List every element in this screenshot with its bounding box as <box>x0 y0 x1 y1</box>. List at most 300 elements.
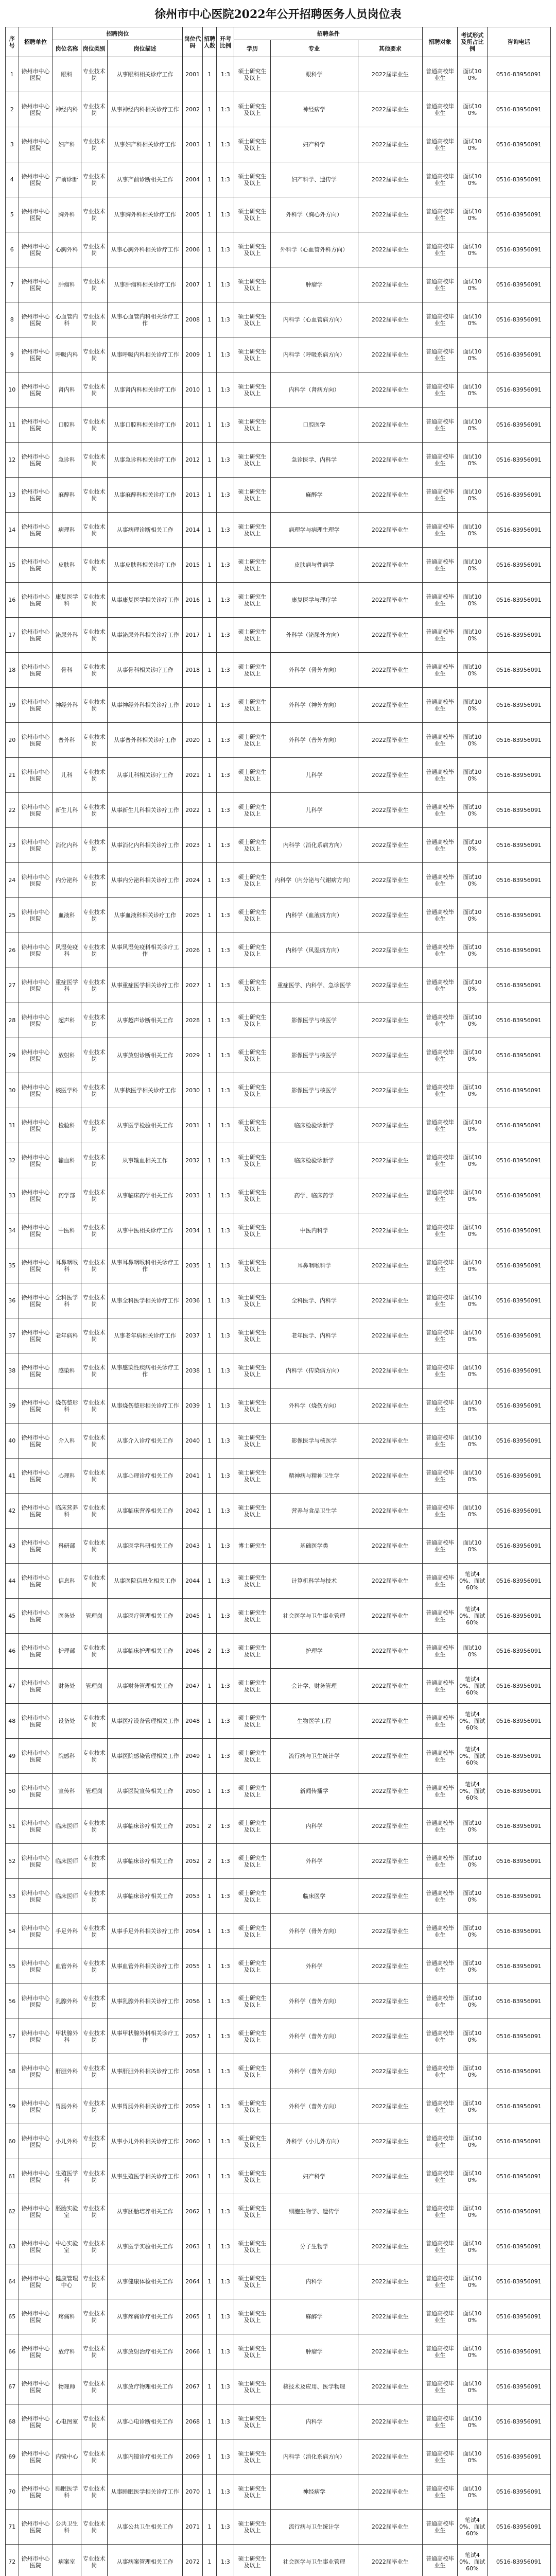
cell-ratio: 1:3 <box>217 443 234 478</box>
cell-exam: 笔试40%、面试60% <box>458 2510 487 2545</box>
cell-phone: 0516-83956091 <box>487 267 550 302</box>
table-row <box>6 2264 551 2299</box>
cell-exam: 面试100% <box>458 933 487 968</box>
cell-no: 71 <box>6 2510 19 2545</box>
table-row <box>6 1213 551 1248</box>
cell-position-category: 专业技术岗 <box>81 793 107 828</box>
cell-position-desc: 从事普外科相关诊疗工作 <box>107 723 183 758</box>
cell-unit: 徐州市中心医院 <box>19 1003 53 1038</box>
cell-no: 41 <box>6 1459 19 1494</box>
cell-education: 硕士研究生及以上 <box>234 1879 270 1914</box>
cell-exam: 面试100% <box>458 1809 487 1844</box>
cell-education: 硕士研究生及以上 <box>234 1774 270 1809</box>
cell-code: 2027 <box>183 968 202 1003</box>
cell-no: 46 <box>6 1634 19 1669</box>
cell-other: 2022届毕业生 <box>358 1529 422 1564</box>
cell-position-name: 小儿外科 <box>53 2124 81 2159</box>
cell-position-name: 院感科 <box>53 1739 81 1774</box>
table-row <box>6 2124 551 2159</box>
cell-ratio: 1:3 <box>217 1564 234 1599</box>
cell-unit: 徐州市中心医院 <box>19 513 53 548</box>
cell-code: 2008 <box>183 302 202 337</box>
cell-other: 2022届毕业生 <box>358 1213 422 1248</box>
cell-other: 2022届毕业生 <box>358 302 422 337</box>
cell-unit: 徐州市中心医院 <box>19 1844 53 1879</box>
cell-education: 硕士研究生及以上 <box>234 372 270 408</box>
cell-phone: 0516-83956091 <box>487 1388 550 1423</box>
cell-position-category: 专业技术岗 <box>81 267 107 302</box>
cell-education: 硕士研究生及以上 <box>234 2194 270 2229</box>
cell-target: 普通高校毕业生 <box>423 2404 458 2439</box>
cell-code: 2053 <box>183 1879 202 1914</box>
cell-position-name: 胃肠外科 <box>53 2089 81 2124</box>
cell-exam: 面试100% <box>458 2439 487 2475</box>
table-row <box>6 2475 551 2510</box>
cell-exam: 面试100% <box>458 1949 487 1984</box>
cell-unit: 徐州市中心医院 <box>19 2089 53 2124</box>
cell-count: 1 <box>202 1283 217 1318</box>
cell-position-category: 专业技术岗 <box>81 1283 107 1318</box>
cell-phone: 0516-83956091 <box>487 1143 550 1178</box>
cell-exam: 面试100% <box>458 828 487 863</box>
cell-exam: 面试100% <box>458 1073 487 1108</box>
cell-no: 27 <box>6 968 19 1003</box>
cell-count: 1 <box>202 2089 217 2124</box>
cell-position-desc: 从事小儿外科相关诊疗工作 <box>107 2124 183 2159</box>
table-row <box>6 1073 551 1108</box>
cell-count: 1 <box>202 197 217 232</box>
cell-ratio: 1:3 <box>217 2264 234 2299</box>
cell-other: 2022届毕业生 <box>358 793 422 828</box>
header-no: 序号 <box>6 27 19 57</box>
cell-no: 38 <box>6 1353 19 1388</box>
cell-education: 硕士研究生及以上 <box>234 1108 270 1143</box>
cell-no: 25 <box>6 898 19 933</box>
cell-code: 2072 <box>183 2545 202 2576</box>
cell-position-name: 胸外科 <box>53 197 81 232</box>
cell-other: 2022届毕业生 <box>358 2159 422 2194</box>
cell-education: 硕士研究生及以上 <box>234 267 270 302</box>
cell-position-name: 肝胆外科 <box>53 2054 81 2089</box>
cell-other: 2022届毕业生 <box>358 968 422 1003</box>
cell-phone: 0516-83956091 <box>487 2439 550 2475</box>
cell-count: 1 <box>202 162 217 197</box>
cell-ratio: 1:3 <box>217 232 234 267</box>
cell-target: 普通高校毕业生 <box>423 232 458 267</box>
cell-position-category: 专业技术岗 <box>81 1143 107 1178</box>
table-row <box>6 267 551 302</box>
cell-no: 8 <box>6 302 19 337</box>
cell-education: 硕士研究生及以上 <box>234 2299 270 2334</box>
cell-phone: 0516-83956091 <box>487 548 550 583</box>
cell-count: 1 <box>202 2194 217 2229</box>
cell-major: 外科学（普外方向） <box>270 723 358 758</box>
cell-unit: 徐州市中心医院 <box>19 968 53 1003</box>
cell-position-desc: 从事临床诊疗相关工作 <box>107 1879 183 1914</box>
cell-count: 1 <box>202 618 217 653</box>
cell-target: 普通高校毕业生 <box>423 968 458 1003</box>
cell-position-desc: 从事消化内科相关诊疗工作 <box>107 828 183 863</box>
cell-target: 普通高校毕业生 <box>423 2475 458 2510</box>
header-position-name: 岗位名称 <box>53 40 81 57</box>
cell-no: 7 <box>6 267 19 302</box>
cell-count: 1 <box>202 408 217 443</box>
cell-position-desc: 从事急诊科相关诊疗工作 <box>107 443 183 478</box>
cell-education: 硕士研究生及以上 <box>234 2054 270 2089</box>
cell-exam: 面试100% <box>458 1038 487 1073</box>
cell-position-name: 手足外科 <box>53 1914 81 1949</box>
cell-education: 硕士研究生及以上 <box>234 2475 270 2510</box>
cell-unit: 徐州市中心医院 <box>19 1423 53 1459</box>
cell-no: 3 <box>6 127 19 162</box>
cell-code: 2060 <box>183 2124 202 2159</box>
cell-no: 28 <box>6 1003 19 1038</box>
cell-exam: 面试100% <box>458 1844 487 1879</box>
cell-ratio: 1:3 <box>217 2510 234 2545</box>
table-row <box>6 1003 551 1038</box>
cell-target: 普通高校毕业生 <box>423 1914 458 1949</box>
cell-phone: 0516-83956091 <box>487 1423 550 1459</box>
table-row <box>6 1143 551 1178</box>
cell-no: 59 <box>6 2089 19 2124</box>
cell-other: 2022届毕业生 <box>358 2439 422 2475</box>
cell-target: 普通高校毕业生 <box>423 127 458 162</box>
cell-other: 2022届毕业生 <box>358 2124 422 2159</box>
cell-count: 1 <box>202 2229 217 2264</box>
cell-code: 2067 <box>183 2369 202 2404</box>
table-row <box>6 1809 551 1844</box>
cell-position-desc: 从事放疗物理相关工作 <box>107 2369 183 2404</box>
cell-major: 康复医学与理疗学 <box>270 583 358 618</box>
cell-code: 2036 <box>183 1283 202 1318</box>
cell-position-desc: 从事核医学相关诊疗工作 <box>107 1073 183 1108</box>
cell-count: 1 <box>202 372 217 408</box>
table-row <box>6 2369 551 2404</box>
cell-code: 2066 <box>183 2334 202 2369</box>
cell-major: 外科学（普外方向） <box>270 2054 358 2089</box>
cell-position-desc: 从事医疗管理相关工作 <box>107 1599 183 1634</box>
cell-exam: 面试100% <box>458 92 487 127</box>
cell-count: 1 <box>202 758 217 793</box>
cell-exam: 面试100% <box>458 2264 487 2299</box>
table-body <box>6 57 551 2576</box>
cell-other: 2022届毕业生 <box>358 1704 422 1739</box>
cell-phone: 0516-83956091 <box>487 1599 550 1634</box>
cell-count: 1 <box>202 863 217 898</box>
cell-no: 12 <box>6 443 19 478</box>
cell-major: 护理学 <box>270 1634 358 1669</box>
cell-target: 普通高校毕业生 <box>423 1984 458 2019</box>
cell-major: 神经病学 <box>270 92 358 127</box>
cell-exam: 面试100% <box>458 1984 487 2019</box>
cell-no: 63 <box>6 2229 19 2264</box>
table-row <box>6 758 551 793</box>
cell-count: 1 <box>202 1704 217 1739</box>
cell-education: 硕士研究生及以上 <box>234 583 270 618</box>
cell-unit: 徐州市中心医院 <box>19 2334 53 2369</box>
cell-unit: 徐州市中心医院 <box>19 933 53 968</box>
cell-no: 5 <box>6 197 19 232</box>
cell-no: 66 <box>6 2334 19 2369</box>
cell-target: 普通高校毕业生 <box>423 1844 458 1879</box>
cell-target: 普通高校毕业生 <box>423 302 458 337</box>
cell-exam: 面试100% <box>458 758 487 793</box>
cell-position-name: 健康管理中心 <box>53 2264 81 2299</box>
cell-no: 34 <box>6 1213 19 1248</box>
table-row <box>6 1599 551 1634</box>
cell-position-desc: 从事胃肠外科相关诊疗工作 <box>107 2089 183 2124</box>
cell-major: 影像医学与核医学 <box>270 1038 358 1073</box>
cell-unit: 徐州市中心医院 <box>19 162 53 197</box>
cell-exam: 面试100% <box>458 1423 487 1459</box>
cell-other: 2022届毕业生 <box>358 2019 422 2054</box>
table-row <box>6 162 551 197</box>
table-row <box>6 2054 551 2089</box>
cell-ratio: 1:3 <box>217 1879 234 1914</box>
cell-unit: 徐州市中心医院 <box>19 267 53 302</box>
cell-ratio: 1:3 <box>217 1459 234 1494</box>
cell-unit: 徐州市中心医院 <box>19 1809 53 1844</box>
cell-code: 2024 <box>183 863 202 898</box>
cell-unit: 徐州市中心医院 <box>19 1248 53 1283</box>
cell-count: 1 <box>202 267 217 302</box>
cell-code: 2052 <box>183 1844 202 1879</box>
cell-other: 2022届毕业生 <box>358 688 422 723</box>
cell-education: 硕士研究生及以上 <box>234 1003 270 1038</box>
cell-target: 普通高校毕业生 <box>423 1669 458 1704</box>
cell-position-category: 专业技术岗 <box>81 57 107 92</box>
table-row <box>6 898 551 933</box>
cell-other: 2022届毕业生 <box>358 1774 422 1809</box>
cell-position-desc: 从事麻醉科相关诊疗工作 <box>107 478 183 513</box>
cell-target: 普通高校毕业生 <box>423 2299 458 2334</box>
cell-count: 1 <box>202 2159 217 2194</box>
cell-position-category: 专业技术岗 <box>81 92 107 127</box>
cell-major: 内科学（肾病方向） <box>270 372 358 408</box>
cell-position-category: 专业技术岗 <box>81 127 107 162</box>
table-row <box>6 478 551 513</box>
cell-other: 2022届毕业生 <box>358 1248 422 1283</box>
cell-position-category: 专业技术岗 <box>81 968 107 1003</box>
cell-exam: 面试100% <box>458 1003 487 1038</box>
cell-target: 普通高校毕业生 <box>423 688 458 723</box>
cell-no: 31 <box>6 1108 19 1143</box>
cell-no: 4 <box>6 162 19 197</box>
cell-major: 外科学（普外方向） <box>270 2089 358 2124</box>
cell-code: 2035 <box>183 1248 202 1283</box>
cell-unit: 徐州市中心医院 <box>19 1704 53 1739</box>
cell-education: 硕士研究生及以上 <box>234 2404 270 2439</box>
cell-count: 1 <box>202 2054 217 2089</box>
cell-education: 硕士研究生及以上 <box>234 127 270 162</box>
cell-ratio: 1:3 <box>217 1984 234 2019</box>
cell-code: 2037 <box>183 1318 202 1353</box>
cell-no: 55 <box>6 1949 19 1984</box>
cell-target: 普通高校毕业生 <box>423 1108 458 1143</box>
table-row <box>6 2019 551 2054</box>
cell-unit: 徐州市中心医院 <box>19 1669 53 1704</box>
cell-position-desc: 从事血液科相关诊疗工作 <box>107 898 183 933</box>
table-row <box>6 2159 551 2194</box>
cell-unit: 徐州市中心医院 <box>19 1949 53 1984</box>
cell-unit: 徐州市中心医院 <box>19 372 53 408</box>
cell-code: 2068 <box>183 2404 202 2439</box>
cell-position-category: 专业技术岗 <box>81 197 107 232</box>
cell-phone: 0516-83956091 <box>487 1809 550 1844</box>
cell-code: 2043 <box>183 1529 202 1564</box>
cell-major: 儿科学 <box>270 793 358 828</box>
cell-exam: 面试100% <box>458 513 487 548</box>
cell-count: 1 <box>202 2510 217 2545</box>
cell-no: 13 <box>6 478 19 513</box>
header-position-group: 招聘岗位 <box>53 27 183 40</box>
cell-position-desc: 从事感染性疾病相关诊疗工作 <box>107 1353 183 1388</box>
table-row <box>6 197 551 232</box>
cell-position-desc: 从事肾内科相关诊疗工作 <box>107 372 183 408</box>
cell-count: 1 <box>202 1984 217 2019</box>
cell-target: 普通高校毕业生 <box>423 1599 458 1634</box>
cell-position-category: 专业技术岗 <box>81 653 107 688</box>
cell-position-category: 专业技术岗 <box>81 478 107 513</box>
cell-major: 内科学（消化系病方向） <box>270 828 358 863</box>
cell-code: 2019 <box>183 688 202 723</box>
cell-major: 外科学（普外方向） <box>270 1984 358 2019</box>
cell-unit: 徐州市中心医院 <box>19 1984 53 2019</box>
cell-code: 2010 <box>183 372 202 408</box>
cell-position-desc: 从事皮肤科相关诊疗工作 <box>107 548 183 583</box>
cell-no: 17 <box>6 618 19 653</box>
cell-position-category: 专业技术岗 <box>81 618 107 653</box>
cell-position-desc: 从事妇产科相关诊疗工作 <box>107 127 183 162</box>
cell-unit: 徐州市中心医院 <box>19 2545 53 2576</box>
cell-major: 影像医学与核医学 <box>270 1003 358 1038</box>
cell-target: 普通高校毕业生 <box>423 618 458 653</box>
cell-code: 2034 <box>183 1213 202 1248</box>
cell-target: 普通高校毕业生 <box>423 1704 458 1739</box>
cell-count: 1 <box>202 2545 217 2576</box>
cell-position-name: 康复医学科 <box>53 583 81 618</box>
cell-phone: 0516-83956091 <box>487 2124 550 2159</box>
header-target: 招聘对象 <box>423 27 458 57</box>
cell-position-name: 内镜中心 <box>53 2439 81 2475</box>
cell-major: 基础医学类 <box>270 1529 358 1564</box>
cell-no: 26 <box>6 933 19 968</box>
cell-education: 硕士研究生及以上 <box>234 1073 270 1108</box>
cell-exam: 面试100% <box>458 1529 487 1564</box>
cell-major: 外科学 <box>270 1844 358 1879</box>
cell-position-name: 心电图室 <box>53 2404 81 2439</box>
cell-exam: 面试100% <box>458 267 487 302</box>
cell-target: 普通高校毕业生 <box>423 1073 458 1108</box>
cell-unit: 徐州市中心医院 <box>19 2299 53 2334</box>
cell-target: 普通高校毕业生 <box>423 1248 458 1283</box>
cell-ratio: 1:3 <box>217 2229 234 2264</box>
cell-position-name: 肿瘤科 <box>53 267 81 302</box>
cell-unit: 徐州市中心医院 <box>19 232 53 267</box>
cell-ratio: 1:3 <box>217 1353 234 1388</box>
cell-position-desc: 从事放射治疗相关工作 <box>107 2334 183 2369</box>
cell-no: 10 <box>6 372 19 408</box>
cell-phone: 0516-83956091 <box>487 1704 550 1739</box>
cell-no: 44 <box>6 1564 19 1599</box>
cell-ratio: 1:3 <box>217 1529 234 1564</box>
cell-position-desc: 从事放射诊断相关工作 <box>107 1038 183 1073</box>
table-row <box>6 232 551 267</box>
cell-education: 硕士研究生及以上 <box>234 828 270 863</box>
cell-position-desc: 从事病案管理相关工作 <box>107 2545 183 2576</box>
cell-unit: 徐州市中心医院 <box>19 1529 53 1564</box>
cell-position-desc: 从事老年病相关诊疗工作 <box>107 1318 183 1353</box>
cell-count: 1 <box>202 1599 217 1634</box>
cell-ratio: 1:3 <box>217 968 234 1003</box>
cell-position-name: 检验科 <box>53 1108 81 1143</box>
cell-ratio: 1:3 <box>217 2439 234 2475</box>
cell-phone: 0516-83956091 <box>487 197 550 232</box>
cell-major: 麻醉学 <box>270 2299 358 2334</box>
cell-position-desc: 从事医学科研相关工作 <box>107 1529 183 1564</box>
cell-position-category: 专业技术岗 <box>81 1073 107 1108</box>
cell-position-desc: 从事康复医学相关诊疗工作 <box>107 583 183 618</box>
cell-major: 内科学 <box>270 1809 358 1844</box>
cell-position-name: 生殖医学科 <box>53 2159 81 2194</box>
cell-ratio: 1:3 <box>217 828 234 863</box>
cell-other: 2022届毕业生 <box>358 2369 422 2404</box>
cell-position-desc: 从事医院信息化相关工作 <box>107 1564 183 1599</box>
cell-education: 硕士研究生及以上 <box>234 968 270 1003</box>
cell-code: 2007 <box>183 267 202 302</box>
cell-other: 2022届毕业生 <box>358 933 422 968</box>
cell-count: 1 <box>202 1459 217 1494</box>
table-row <box>6 1984 551 2019</box>
cell-position-name: 肾内科 <box>53 372 81 408</box>
cell-count: 1 <box>202 1213 217 1248</box>
cell-other: 2022届毕业生 <box>358 1178 422 1213</box>
cell-education: 硕士研究生及以上 <box>234 1494 270 1529</box>
cell-count: 1 <box>202 583 217 618</box>
cell-other: 2022届毕业生 <box>358 1283 422 1318</box>
cell-code: 2022 <box>183 793 202 828</box>
cell-other: 2022届毕业生 <box>358 1634 422 1669</box>
cell-code: 2023 <box>183 828 202 863</box>
cell-ratio: 1:3 <box>217 2124 234 2159</box>
cell-no: 35 <box>6 1248 19 1283</box>
cell-other: 2022届毕业生 <box>358 828 422 863</box>
cell-count: 1 <box>202 1879 217 1914</box>
cell-unit: 徐州市中心医院 <box>19 408 53 443</box>
cell-position-category: 专业技术岗 <box>81 2545 107 2576</box>
cell-major: 精神病与精神卫生学 <box>270 1459 358 1494</box>
cell-other: 2022届毕业生 <box>358 1669 422 1704</box>
table-row <box>6 408 551 443</box>
cell-other: 2022届毕业生 <box>358 127 422 162</box>
cell-position-desc: 从事内分泌科相关诊疗工作 <box>107 863 183 898</box>
cell-no: 2 <box>6 92 19 127</box>
cell-phone: 0516-83956091 <box>487 863 550 898</box>
cell-major: 内科学（消化系病方向） <box>270 2439 358 2475</box>
cell-ratio: 1:3 <box>217 1073 234 1108</box>
cell-major: 病理学与病理生理学 <box>270 513 358 548</box>
cell-other: 2022届毕业生 <box>358 2299 422 2334</box>
cell-position-category: 专业技术岗 <box>81 1353 107 1388</box>
cell-major: 内科学 <box>270 2264 358 2299</box>
cell-code: 2070 <box>183 2475 202 2510</box>
cell-phone: 0516-83956091 <box>487 828 550 863</box>
cell-position-category: 专业技术岗 <box>81 1248 107 1283</box>
cell-position-category: 专业技术岗 <box>81 1739 107 1774</box>
cell-code: 2032 <box>183 1143 202 1178</box>
table-row <box>6 968 551 1003</box>
cell-position-category: 专业技术岗 <box>81 2404 107 2439</box>
